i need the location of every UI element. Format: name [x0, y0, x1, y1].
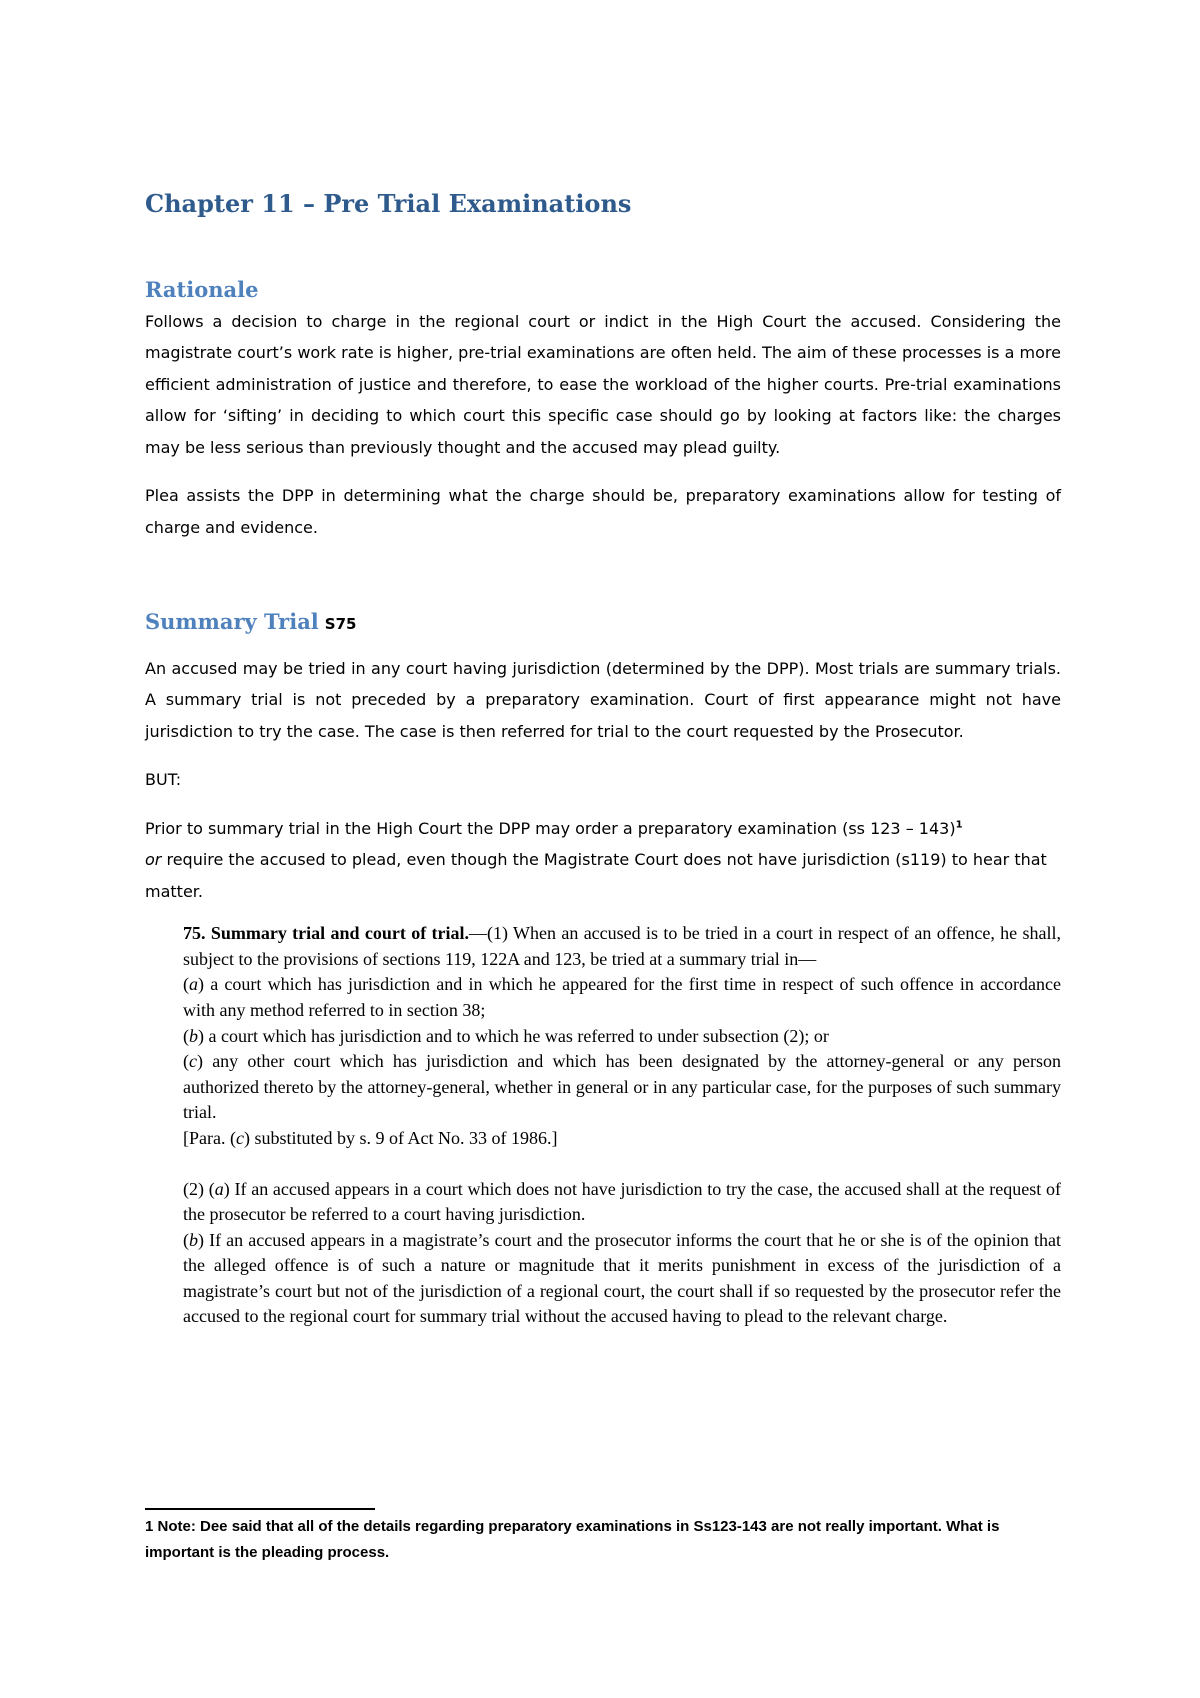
- label-a: a: [189, 974, 198, 995]
- amend-label: c: [235, 1127, 244, 1148]
- statute-s75-intro: —(1) When an accused is to be tried in a court in respect of an offence, he shall, subject to the provisions of sections 119, 122A and 123, be tried at a summary trial in—: [183, 923, 1061, 969]
- paragraph-2-start: Prior to summary trial in the High Court the DPP may order a preparatory examination (ss 123 – 143): [145, 818, 956, 838]
- footnote: [145, 1514, 1025, 1566]
- statute-s75-title: 75. Summary trial and court of trial.: [183, 923, 470, 944]
- summary-trial-heading: [145, 609, 1061, 634]
- summary-trial-paragraph-1: An accused may be tried in any court having jurisdiction (determined by the DPP). Most trials are summary trials. A summary trial is not preceded by a preparatory examination. Court of first appearance might not have jurisdiction to try the case. The case is then referred for trial to the court requested by the Prosecutor.: [145, 658, 1061, 741]
- but-label: BUT:: [145, 770, 182, 790]
- label-c: c: [189, 1051, 197, 1072]
- rationale-paragraph-1: Follows a decision to charge in the regional court or indict in the High Court the accused. Considering the magistrate court’s work rate is higher, pre-trial examinations are often held. The aim of these processes is a more efficient administration of justice and therefore, to ease the workload of the higher courts. Pre-trial examinations allow for ‘sifting’ in deciding to which court this specific case should go by looking at factors like: the charges may be less serious than previously thought and the accused may plead guilty.: [145, 311, 1061, 457]
- amend-start: [Para. (: [183, 1127, 236, 1148]
- spacer: [145, 796, 1061, 813]
- statute-s75-1-c: (c) any other court which has jurisdiction and which has been designated by the attorney-general or any person authorized thereto by the attorney-general, whether in general or in any particular case, for the purposes of such summary trial.: [183, 1051, 1061, 1123]
- statute-s75-1-b: (b) a court which has jurisdiction and to which he was referred to under subsection (2); or: [183, 1025, 829, 1046]
- statute-amendment-note: [183, 1126, 1061, 1152]
- amend-end: ) substituted by s. 9 of Act No. 33 of 1986.]: [243, 1127, 558, 1148]
- paragraph-2-end: require the accused to plead, even though the Magistrate Court does not have jurisdiction (s119) to hear that matter.: [145, 850, 1047, 901]
- summary-trial-heading-text: Summary Trial: [145, 609, 319, 635]
- paragraph-2-or: or: [145, 850, 162, 870]
- spacer: [145, 463, 1061, 480]
- statute-s75-1: [183, 921, 1061, 972]
- rationale-paragraph-2: Plea assists the DPP in determining what the charge should be, preparatory examinations allow for testing of charge and evidence.: [145, 486, 1061, 537]
- footnote-separator: [145, 1508, 375, 1510]
- statute-extract: [183, 921, 1061, 1330]
- label-b: b: [189, 1025, 198, 1046]
- spacer: [145, 543, 1061, 609]
- page-content: [145, 190, 1061, 1330]
- rationale-heading: Rationale: [145, 276, 259, 302]
- s2-label-b: b: [189, 1229, 198, 1250]
- s2-text-b: ) If an accused appears in a magistrate’s court and the prosecutor informs the court that he or she is of the opinion that the alleged offence is of such a nature or magnitude that it merits punishment in excess of the jurisdiction of a magistrate’s court but not of the jurisdiction of a regional court, the court shall if so requested by the prosecutor refer the accused to the regional court for summary trial without the accused having to plead to the relevant charge.: [183, 1229, 1061, 1327]
- footnote-text: Note: Dee said that all of the details regarding preparatory examinations in Ss123-143 are not really important. What is important is the pleading process.: [145, 1518, 1000, 1561]
- s2-text-a: ) If an accused appears in a court which does not have jurisdiction to try the case, the accused shall at the request of the prosecutor be referred to a court having jurisdiction.: [183, 1178, 1061, 1225]
- summary-trial-section-ref: S75: [324, 615, 357, 634]
- text-c: any other court which has jurisdiction and which has been designated by the attorney-general or any person authorized thereto by the attorney-general, whether in general or in any particular case, for the purposes of such summary trial.: [183, 1051, 1061, 1123]
- spacer: [145, 907, 1061, 921]
- spacer: [145, 747, 1061, 764]
- text-b: a court which has jurisdiction and to which he was referred to under subsection (2); or: [204, 1025, 829, 1046]
- statute-s75-2-a: [183, 1177, 1061, 1228]
- chapter-title: Chapter 11 – Pre Trial Examinations: [145, 189, 632, 218]
- text-a: a court which has jurisdiction and in which he appeared for the first time in respect of such offence in accordance with any method referred to in section 38;: [183, 974, 1061, 1020]
- s2-label-a: a: [214, 1178, 224, 1199]
- statute-s75-1-a: (a) a court which has jurisdiction and in which he appeared for the first time in respect of such offence in accordance with any method referred to in section 38;: [183, 974, 1061, 1020]
- spacer: [145, 219, 1061, 277]
- footnote-mark: 1: [145, 1518, 154, 1535]
- statute-s75-2-b: (b) If an accused appears in a magistrate’s court and the prosecutor informs the court that he or she is of the opinion that the alleged offence is of such a nature or magnitude that it merits punishment in excess of the jurisdiction of a magistrate’s court but not of the jurisdiction of a regional court, the court shall if so requested by the prosecutor refer the accused to the regional court for summary trial without the accused having to plead to the relevant charge.: [183, 1229, 1061, 1327]
- footnote-reference[interactable]: 1: [955, 819, 963, 831]
- s2-num: (2) (: [183, 1178, 215, 1199]
- spacer: [145, 635, 1061, 653]
- summary-trial-paragraph-2: [145, 813, 1061, 908]
- spacer: [183, 1152, 1061, 1177]
